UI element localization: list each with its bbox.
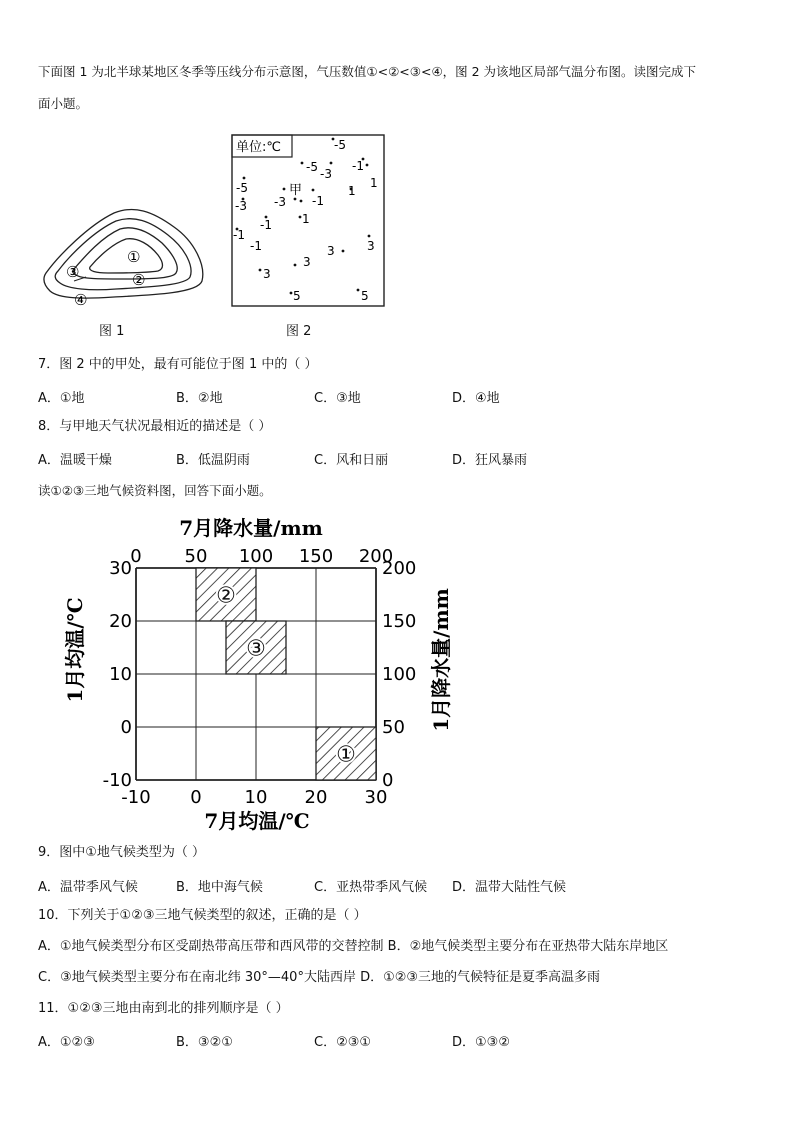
q10-options-cd[interactable]: C．③地气候类型主要分布在南北纬 30°—40°大陆西岸 D．①②③三地的气候特征是夏季高温多雨 (38, 970, 601, 985)
left-axis-tick: -10 (102, 770, 132, 791)
temp-value: 1 (370, 176, 378, 190)
isobar-label-2: ② (132, 271, 146, 289)
q11-option-d[interactable]: D．①③② (452, 1035, 510, 1050)
right-axis-tick: 150 (382, 611, 417, 632)
temp-value: -3 (235, 199, 247, 213)
q9-option-c[interactable]: C．亚热带季风气候 (314, 880, 428, 895)
left-axis-tick: 20 (109, 611, 132, 632)
bottom-axis-tick: 30 (364, 787, 388, 808)
chart-title: 7月降水量/mm (179, 516, 323, 540)
right-axis-tick: 50 (382, 717, 405, 738)
q9-option-b[interactable]: B．地中海气候 (176, 880, 263, 895)
figure-2-caption: 图 2 (286, 324, 312, 339)
left-axis-tick: 0 (120, 717, 132, 738)
q8-option-b[interactable]: B．低温阴雨 (176, 453, 250, 468)
temp-value: 3 (303, 255, 311, 269)
temp-value: -5 (334, 138, 346, 152)
climate-chart (60, 510, 460, 840)
q11-option-b[interactable]: B．③②① (176, 1035, 233, 1050)
isobar-label-3: ③ (66, 263, 80, 281)
left-axis-tick: 10 (109, 664, 132, 685)
climate-region-label: ① (336, 742, 356, 768)
bottom-axis-tick: -10 (121, 787, 151, 808)
climate-region-label: ② (216, 583, 236, 609)
climate-region-label: ③ (246, 636, 266, 662)
right-axis-tick: 200 (382, 558, 417, 579)
question-11-stem: 11．①②③三地由南到北的排列顺序是（ ） (38, 1001, 289, 1016)
temp-value: 5 (293, 289, 301, 303)
isobar-label-4: ④ (74, 291, 88, 309)
bottom-axis-tick: 10 (244, 787, 268, 808)
temp-value: -5 (236, 181, 248, 195)
temp-value: -1 (312, 194, 324, 208)
x-axis-label: 7月均温/℃ (204, 809, 310, 833)
question-9-stem: 9．图中①地气候类型为（ ） (38, 845, 206, 860)
temp-value: -1 (233, 228, 245, 242)
q7-option-d[interactable]: D．④地 (452, 391, 500, 406)
question-10-stem: 10．下列关于①②③三地气候类型的叙述，正确的是（ ） (38, 908, 367, 923)
unit-label: 单位:℃ (236, 140, 281, 155)
intro-text-line2: 面小题。 (38, 96, 89, 111)
temp-value: -1 (260, 218, 272, 232)
temp-value: 3 (367, 239, 375, 253)
question-7-stem: 7．图 2 中的甲处，最有可能位于图 1 中的（ ） (38, 357, 318, 372)
q8-option-a[interactable]: A．温暖干燥 (38, 453, 112, 468)
q8-option-d[interactable]: D．狂风暴雨 (452, 453, 528, 468)
q7-option-b[interactable]: B．②地 (176, 391, 223, 406)
top-axis-tick: 50 (184, 546, 208, 567)
intro-text-line1: 下面图 1 为北半球某地区冬季等压线分布示意图，气压数值①<②<③<④，图 2 为该地区局部气温分布图。读图完成下 (38, 64, 697, 79)
intro-text-2: 读①②③三地气候资料图，回答下面小题。 (38, 483, 272, 498)
top-axis-tick: 200 (358, 546, 394, 567)
q8-option-c[interactable]: C．风和日丽 (314, 453, 389, 468)
top-axis-tick: 100 (238, 546, 274, 567)
figure-2-temperature-map (230, 133, 386, 309)
bottom-axis-tick: 20 (304, 787, 328, 808)
temp-value: -1 (352, 159, 364, 173)
right-axis-tick: 100 (382, 664, 417, 685)
question-8-stem: 8．与甲地天气状况最相近的描述是（ ） (38, 419, 272, 434)
temp-value: 3 (263, 267, 271, 281)
bottom-axis-tick: 0 (190, 787, 202, 808)
q9-option-a[interactable]: A．温带季风气候 (38, 880, 138, 895)
temp-value: 1 (302, 212, 310, 226)
q9-option-d[interactable]: D．温带大陆性气候 (452, 880, 567, 895)
left-axis-tick: 30 (109, 558, 132, 579)
left-axis-label: 1月均温/℃ (63, 597, 87, 703)
q10-options-ab[interactable]: A．①地气候类型分布区受副热带高压带和西风带的交替控制 B．②地气候类型主要分布在亚热带大陆东岸地区 (38, 939, 669, 954)
right-axis-label: 1月降水量/mm (429, 588, 453, 732)
figure-1-isobars (34, 195, 214, 315)
q11-option-c[interactable]: C．②③① (314, 1035, 372, 1050)
jia-label: 甲 (289, 183, 303, 198)
q7-option-a[interactable]: A．①地 (38, 391, 85, 406)
top-axis-tick: 0 (130, 546, 142, 567)
temp-value: -3 (320, 167, 332, 181)
temp-value: 1 (348, 184, 356, 198)
figure-1-caption: 图 1 (99, 324, 125, 339)
temp-value: -5 (306, 160, 318, 174)
isobar-label-1: ① (127, 248, 141, 266)
temp-value: 3 (327, 244, 335, 258)
temp-value: 5 (361, 289, 369, 303)
q7-option-c[interactable]: C．③地 (314, 391, 361, 406)
q11-option-a[interactable]: A．①②③ (38, 1035, 95, 1050)
right-axis-tick: 0 (382, 770, 394, 791)
temp-value: -1 (250, 239, 262, 253)
temp-value: -3 (274, 195, 286, 209)
top-axis-tick: 150 (298, 546, 334, 567)
